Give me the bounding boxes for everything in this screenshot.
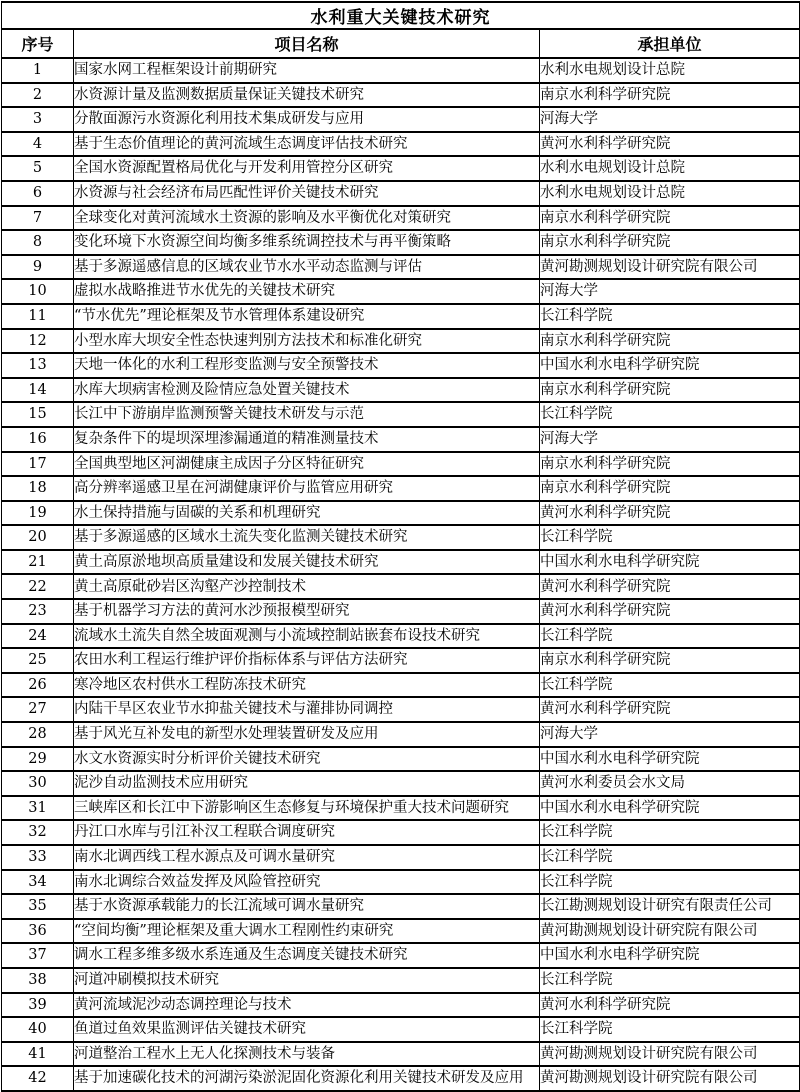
row-no-cell: 11 [2, 304, 74, 329]
row-no-cell: 15 [2, 402, 74, 427]
unit-cell: 长江科学院 [540, 820, 800, 845]
unit-cell: 长江科学院 [540, 624, 800, 649]
unit-cell: 南京水利科学研究院 [540, 648, 800, 673]
table-row [2, 1066, 800, 1091]
unit-cell: 水利水电规划设计总院 [540, 58, 800, 83]
table-row [2, 181, 800, 206]
project-name-cell: 全球变化对黄河流域水土资源的影响及水平衡优化对策研究 [74, 206, 540, 231]
row-no-cell: 16 [2, 427, 74, 452]
project-name-cell: 基于风光互补发电的新型水处理装置研发及应用 [74, 722, 540, 747]
unit-cell: 黄河水利科学研究院 [540, 697, 800, 722]
row-no-cell: 36 [2, 919, 74, 944]
project-name-cell: 国家水网工程框架设计前期研究 [74, 58, 540, 83]
unit-cell: 水利水电规划设计总院 [540, 156, 800, 181]
project-name-cell: 河道整治工程水上无人化探测技术与装备 [74, 1042, 540, 1067]
project-name-cell: 天地一体化的水利工程形变监测与安全预警技术 [74, 353, 540, 378]
row-no-cell: 7 [2, 206, 74, 231]
table-row [2, 83, 800, 108]
header-row [2, 29, 800, 58]
unit-cell: 南京水利科学研究院 [540, 452, 800, 477]
table-row [2, 993, 800, 1018]
table-row [2, 845, 800, 870]
row-no-cell: 41 [2, 1042, 74, 1067]
table-row [2, 353, 800, 378]
table-row [2, 747, 800, 772]
row-no-cell: 18 [2, 476, 74, 501]
row-no-cell: 37 [2, 943, 74, 968]
unit-cell: 长江科学院 [540, 968, 800, 993]
table-row [2, 452, 800, 477]
row-no-cell: 9 [2, 255, 74, 280]
unit-cell: 黄河勘测规划设计研究院有限公司 [540, 1042, 800, 1067]
row-no-cell: 8 [2, 230, 74, 255]
column-header-project-name: 项目名称 [74, 29, 540, 58]
row-no-cell: 1 [2, 58, 74, 83]
project-name-cell: 流域水土流失自然全坡面观测与小流域控制站嵌套布设技术研究 [74, 624, 540, 649]
row-no-cell: 35 [2, 894, 74, 919]
unit-cell: 长江科学院 [540, 673, 800, 698]
table-title: 水利重大关键技术研究 [2, 2, 800, 29]
unit-cell: 黄河水利科学研究院 [540, 574, 800, 599]
unit-cell: 长江科学院 [540, 402, 800, 427]
row-no-cell: 26 [2, 673, 74, 698]
project-name-cell: 全国典型地区河湖健康主成因子分区特征研究 [74, 452, 540, 477]
row-no-cell: 40 [2, 1017, 74, 1042]
project-name-cell: 泥沙自动监测技术应用研究 [74, 771, 540, 796]
unit-cell: 河海大学 [540, 427, 800, 452]
unit-cell: 长江科学院 [540, 845, 800, 870]
table-row [2, 673, 800, 698]
row-no-cell: 25 [2, 648, 74, 673]
table-row [2, 58, 800, 83]
table-row [2, 1017, 800, 1042]
row-no-cell: 34 [2, 870, 74, 895]
table-row [2, 648, 800, 673]
project-name-cell: 基于机器学习方法的黄河水沙预报模型研究 [74, 599, 540, 624]
project-name-cell: 基于多源遥感的区域水土流失变化监测关键技术研究 [74, 525, 540, 550]
project-name-cell: 调水工程多维多级水系连通及生态调度关键技术研究 [74, 943, 540, 968]
row-no-cell: 32 [2, 820, 74, 845]
project-name-cell: 鱼道过鱼效果监测评估关键技术研究 [74, 1017, 540, 1042]
table-row [2, 870, 800, 895]
project-name-cell: 河道冲刷模拟技术研究 [74, 968, 540, 993]
row-no-cell: 6 [2, 181, 74, 206]
row-no-cell: 19 [2, 501, 74, 526]
table-row [2, 968, 800, 993]
project-name-cell: 基于加速碳化技术的河湖污染淤泥固化资源化利用关键技术研发及应用 [74, 1066, 540, 1091]
row-no-cell: 23 [2, 599, 74, 624]
table-row [2, 943, 800, 968]
table-row [2, 206, 800, 231]
row-no-cell: 39 [2, 993, 74, 1018]
unit-cell: 南京水利科学研究院 [540, 206, 800, 231]
project-name-cell: 黄土高原砒砂岩区沟壑产沙控制技术 [74, 574, 540, 599]
unit-cell: 黄河勘测规划设计研究院有限公司 [540, 1066, 800, 1091]
row-no-cell: 5 [2, 156, 74, 181]
project-name-cell: 南水北调综合效益发挥及风险管控研究 [74, 870, 540, 895]
row-no-cell: 33 [2, 845, 74, 870]
project-name-cell: 小型水库大坝安全性态快速判别方法技术和标准化研究 [74, 329, 540, 354]
project-name-cell: 复杂条件下的堤坝深埋渗漏通道的精准测量技术 [74, 427, 540, 452]
unit-cell: 长江科学院 [540, 1017, 800, 1042]
unit-cell: 长江科学院 [540, 525, 800, 550]
table-row [2, 230, 800, 255]
unit-cell: 南京水利科学研究院 [540, 230, 800, 255]
row-no-cell: 38 [2, 968, 74, 993]
unit-cell: 黄河水利委员会水文局 [540, 771, 800, 796]
unit-cell: 长江科学院 [540, 870, 800, 895]
row-no-cell: 17 [2, 452, 74, 477]
unit-cell: 中国水利水电科学研究院 [540, 353, 800, 378]
table-row [2, 796, 800, 821]
project-name-cell: 黄土高原淤地坝高质量建设和发展关键技术研究 [74, 550, 540, 575]
table-row [2, 255, 800, 280]
table-row [2, 599, 800, 624]
project-name-cell: 基于多源遥感信息的区域农业节水水平动态监测与评估 [74, 255, 540, 280]
unit-cell: 中国水利水电科学研究院 [540, 550, 800, 575]
unit-cell: 黄河水利科学研究院 [540, 501, 800, 526]
table-row [2, 132, 800, 157]
unit-cell: 南京水利科学研究院 [540, 378, 800, 403]
unit-cell: 中国水利水电科学研究院 [540, 943, 800, 968]
research-table [1, 1, 800, 1092]
project-name-cell: 南水北调西线工程水源点及可调水量研究 [74, 845, 540, 870]
row-no-cell: 14 [2, 378, 74, 403]
unit-cell: 河海大学 [540, 722, 800, 747]
page [0, 1, 800, 1087]
unit-cell: 南京水利科学研究院 [540, 83, 800, 108]
project-name-cell: 寒冷地区农村供水工程防冻技术研究 [74, 673, 540, 698]
unit-cell: 长江勘测规划设计研究有限责任公司 [540, 894, 800, 919]
unit-cell: 南京水利科学研究院 [540, 476, 800, 501]
unit-cell: 黄河勘测规划设计研究院有限公司 [540, 255, 800, 280]
table-row [2, 525, 800, 550]
row-no-cell: 30 [2, 771, 74, 796]
project-name-cell: 长江中下游崩岸监测预警关键技术研发与示范 [74, 402, 540, 427]
project-name-cell: 水土保持措施与固碳的关系和机理研究 [74, 501, 540, 526]
row-no-cell: 10 [2, 279, 74, 304]
row-no-cell: 29 [2, 747, 74, 772]
row-no-cell: 13 [2, 353, 74, 378]
project-name-cell: 基于生态价值理论的黄河流域生态调度评估技术研究 [74, 132, 540, 157]
table-row [2, 1042, 800, 1067]
table-row [2, 550, 800, 575]
unit-cell: 黄河水利科学研究院 [540, 599, 800, 624]
row-no-cell: 31 [2, 796, 74, 821]
table-row [2, 697, 800, 722]
row-no-cell: 2 [2, 83, 74, 108]
project-name-cell: 基于水资源承载能力的长江流域可调水量研究 [74, 894, 540, 919]
table-row [2, 722, 800, 747]
project-name-cell: 水资源计量及监测数据质量保证关键技术研究 [74, 83, 540, 108]
project-name-cell: 农田水利工程运行维护评价指标体系与评估方法研究 [74, 648, 540, 673]
table-row [2, 427, 800, 452]
project-name-cell: 变化环境下水资源空间均衡多维系统调控技术与再平衡策略 [74, 230, 540, 255]
project-name-cell: 三峡库区和长江中下游影响区生态修复与环境保护重大技术问题研究 [74, 796, 540, 821]
project-name-cell: 水文水资源实时分析评价关键技术研究 [74, 747, 540, 772]
project-name-cell: 黄河流域泥沙动态调控理论与技术 [74, 993, 540, 1018]
unit-cell: 河海大学 [540, 107, 800, 132]
row-no-cell: 42 [2, 1066, 74, 1091]
title-row [2, 2, 800, 29]
project-name-cell: 全国水资源配置格局优化与开发利用管控分区研究 [74, 156, 540, 181]
unit-cell: 黄河水利科学研究院 [540, 132, 800, 157]
row-no-cell: 27 [2, 697, 74, 722]
unit-cell: 中国水利水电科学研究院 [540, 747, 800, 772]
table-row [2, 304, 800, 329]
table-row [2, 329, 800, 354]
project-name-cell: 丹江口水库与引江补汉工程联合调度研究 [74, 820, 540, 845]
row-no-cell: 3 [2, 107, 74, 132]
table-row [2, 476, 800, 501]
column-header-no: 序号 [2, 29, 74, 58]
project-name-cell: 分散面源污水资源化利用技术集成研发与应用 [74, 107, 540, 132]
table-row [2, 894, 800, 919]
row-no-cell: 20 [2, 525, 74, 550]
unit-cell: 水利水电规划设计总院 [540, 181, 800, 206]
table-row [2, 378, 800, 403]
unit-cell: 长江科学院 [540, 304, 800, 329]
project-name-cell: 水资源与社会经济布局匹配性评价关键技术研究 [74, 181, 540, 206]
project-name-cell: 水库大坝病害检测及险情应急处置关键技术 [74, 378, 540, 403]
table-row [2, 771, 800, 796]
table-row [2, 501, 800, 526]
project-name-cell: 高分辨率遥感卫星在河湖健康评价与监管应用研究 [74, 476, 540, 501]
table-body [2, 58, 800, 1091]
project-name-cell: “节水优先”理论框架及节水管理体系建设研究 [74, 304, 540, 329]
table-row [2, 402, 800, 427]
unit-cell: 中国水利水电科学研究院 [540, 796, 800, 821]
table-row [2, 919, 800, 944]
table-row [2, 279, 800, 304]
row-no-cell: 24 [2, 624, 74, 649]
row-no-cell: 22 [2, 574, 74, 599]
row-no-cell: 12 [2, 329, 74, 354]
unit-cell: 黄河勘测规划设计研究院有限公司 [540, 919, 800, 944]
table-row [2, 107, 800, 132]
unit-cell: 南京水利科学研究院 [540, 329, 800, 354]
unit-cell: 河海大学 [540, 279, 800, 304]
project-name-cell: 内陆干旱区农业节水抑盐关键技术与灌排协同调控 [74, 697, 540, 722]
table-row [2, 574, 800, 599]
table-row [2, 820, 800, 845]
row-no-cell: 28 [2, 722, 74, 747]
row-no-cell: 21 [2, 550, 74, 575]
project-name-cell: “空间均衡”理论框架及重大调水工程刚性约束研究 [74, 919, 540, 944]
project-name-cell: 虚拟水战略推进节水优先的关键技术研究 [74, 279, 540, 304]
table-row [2, 156, 800, 181]
row-no-cell: 4 [2, 132, 74, 157]
unit-cell: 黄河水利科学研究院 [540, 993, 800, 1018]
table-row [2, 624, 800, 649]
column-header-unit: 承担单位 [540, 29, 800, 58]
